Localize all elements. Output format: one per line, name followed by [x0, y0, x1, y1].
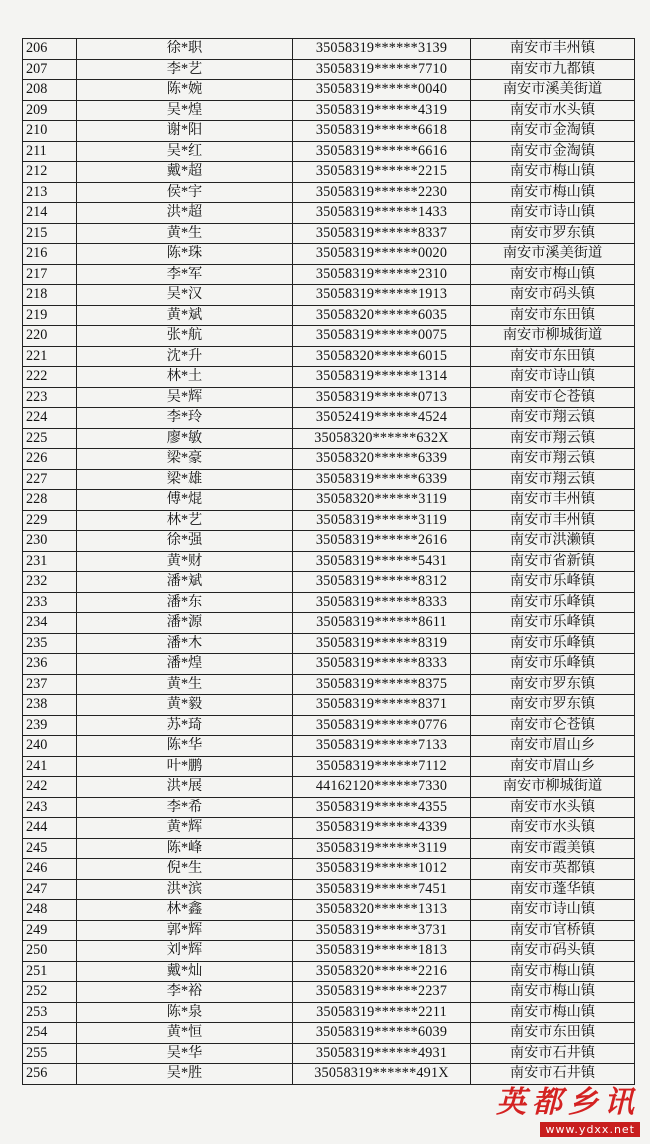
table-row	[23, 408, 635, 429]
row-number-cell: 231	[23, 551, 77, 572]
table-row	[23, 736, 635, 757]
table-row	[23, 244, 635, 265]
name-cell: 黄*生	[77, 674, 293, 695]
row-number-cell: 237	[23, 674, 77, 695]
id-number-cell: 35058319******1813	[293, 941, 471, 962]
id-number-cell: 35058319******8333	[293, 654, 471, 675]
town-cell: 南安市丰州镇	[471, 510, 635, 531]
id-number-cell: 35058319******6339	[293, 469, 471, 490]
name-cell: 陈*婉	[77, 80, 293, 101]
id-number-cell: 35058319******2237	[293, 982, 471, 1003]
table-row	[23, 900, 635, 921]
id-number-cell: 35058319******8371	[293, 695, 471, 716]
town-cell: 南安市梅山镇	[471, 982, 635, 1003]
town-cell: 南安市码头镇	[471, 285, 635, 306]
id-number-cell: 35058320******632X	[293, 428, 471, 449]
town-cell: 南安市石井镇	[471, 1043, 635, 1064]
table-row	[23, 756, 635, 777]
row-number-cell: 225	[23, 428, 77, 449]
row-number-cell: 250	[23, 941, 77, 962]
table-row	[23, 838, 635, 859]
town-cell: 南安市官桥镇	[471, 920, 635, 941]
town-cell: 南安市东田镇	[471, 346, 635, 367]
table-row	[23, 285, 635, 306]
id-number-cell: 35058319******491X	[293, 1064, 471, 1085]
row-number-cell: 219	[23, 305, 77, 326]
id-number-cell: 35058319******1913	[293, 285, 471, 306]
row-number-cell: 228	[23, 490, 77, 511]
id-number-cell: 35058319******2310	[293, 264, 471, 285]
id-number-cell: 35058319******2211	[293, 1002, 471, 1023]
id-number-cell: 35058320******6015	[293, 346, 471, 367]
row-number-cell: 227	[23, 469, 77, 490]
town-cell: 南安市丰州镇	[471, 490, 635, 511]
table-row	[23, 859, 635, 880]
row-number-cell: 240	[23, 736, 77, 757]
town-cell: 南安市乐峰镇	[471, 592, 635, 613]
name-cell: 陈*峰	[77, 838, 293, 859]
name-cell: 林*鑫	[77, 900, 293, 921]
name-cell: 倪*生	[77, 859, 293, 880]
id-number-cell: 35058319******6616	[293, 141, 471, 162]
table-row	[23, 100, 635, 121]
id-number-cell: 35058319******8319	[293, 633, 471, 654]
id-number-cell: 35058319******8611	[293, 613, 471, 634]
table-row	[23, 961, 635, 982]
table-row	[23, 1064, 635, 1085]
id-number-cell: 35058319******7112	[293, 756, 471, 777]
row-number-cell: 217	[23, 264, 77, 285]
row-number-cell: 229	[23, 510, 77, 531]
row-number-cell: 215	[23, 223, 77, 244]
name-cell: 洪*滨	[77, 879, 293, 900]
id-number-cell: 44162120******7330	[293, 777, 471, 798]
row-number-cell: 244	[23, 818, 77, 839]
town-cell: 南安市蓬华镇	[471, 879, 635, 900]
records-table-body	[23, 39, 635, 1085]
name-cell: 沈*升	[77, 346, 293, 367]
town-cell: 南安市梅山镇	[471, 1002, 635, 1023]
row-number-cell: 220	[23, 326, 77, 347]
name-cell: 吴*胜	[77, 1064, 293, 1085]
records-table	[22, 38, 635, 1085]
row-number-cell: 242	[23, 777, 77, 798]
town-cell: 南安市诗山镇	[471, 203, 635, 224]
table-row	[23, 531, 635, 552]
town-cell: 南安市水头镇	[471, 818, 635, 839]
town-cell: 南安市柳城街道	[471, 326, 635, 347]
table-row	[23, 162, 635, 183]
name-cell: 刘*辉	[77, 941, 293, 962]
town-cell: 南安市水头镇	[471, 100, 635, 121]
id-number-cell: 35058319******8337	[293, 223, 471, 244]
town-cell: 南安市梅山镇	[471, 182, 635, 203]
table-row	[23, 982, 635, 1003]
table-row	[23, 777, 635, 798]
row-number-cell: 223	[23, 387, 77, 408]
town-cell: 南安市码头镇	[471, 941, 635, 962]
row-number-cell: 252	[23, 982, 77, 1003]
table-row	[23, 674, 635, 695]
id-number-cell: 35058319******7451	[293, 879, 471, 900]
id-number-cell: 35058319******4339	[293, 818, 471, 839]
table-row	[23, 121, 635, 142]
table-row	[23, 1023, 635, 1044]
name-cell: 李*玲	[77, 408, 293, 429]
town-cell: 南安市水头镇	[471, 797, 635, 818]
table-row	[23, 654, 635, 675]
name-cell: 吴*华	[77, 1043, 293, 1064]
name-cell: 林*艺	[77, 510, 293, 531]
table-row	[23, 879, 635, 900]
row-number-cell: 239	[23, 715, 77, 736]
town-cell: 南安市柳城街道	[471, 777, 635, 798]
row-number-cell: 249	[23, 920, 77, 941]
id-number-cell: 35058320******6339	[293, 449, 471, 470]
town-cell: 南安市乐峰镇	[471, 613, 635, 634]
id-number-cell: 35058319******0713	[293, 387, 471, 408]
row-number-cell: 206	[23, 39, 77, 60]
id-number-cell: 35058319******8312	[293, 572, 471, 593]
table-row	[23, 695, 635, 716]
name-cell: 郭*辉	[77, 920, 293, 941]
row-number-cell: 222	[23, 367, 77, 388]
row-number-cell: 236	[23, 654, 77, 675]
row-number-cell: 253	[23, 1002, 77, 1023]
name-cell: 梁*雄	[77, 469, 293, 490]
town-cell: 南安市东田镇	[471, 305, 635, 326]
town-cell: 南安市梅山镇	[471, 961, 635, 982]
name-cell: 李*军	[77, 264, 293, 285]
id-number-cell: 35058319******5431	[293, 551, 471, 572]
name-cell: 黄*辉	[77, 818, 293, 839]
table-row	[23, 572, 635, 593]
town-cell: 南安市罗东镇	[471, 223, 635, 244]
table-row	[23, 490, 635, 511]
town-cell: 南安市翔云镇	[471, 408, 635, 429]
name-cell: 徐*职	[77, 39, 293, 60]
row-number-cell: 226	[23, 449, 77, 470]
town-cell: 南安市梅山镇	[471, 162, 635, 183]
id-number-cell: 35058319******2215	[293, 162, 471, 183]
name-cell: 陈*华	[77, 736, 293, 757]
town-cell: 南安市仑苍镇	[471, 387, 635, 408]
name-cell: 李*希	[77, 797, 293, 818]
id-number-cell: 35058319******1433	[293, 203, 471, 224]
row-number-cell: 243	[23, 797, 77, 818]
row-number-cell: 216	[23, 244, 77, 265]
id-number-cell: 35058319******7133	[293, 736, 471, 757]
row-number-cell: 245	[23, 838, 77, 859]
row-number-cell: 235	[23, 633, 77, 654]
row-number-cell: 232	[23, 572, 77, 593]
table-row	[23, 613, 635, 634]
table-row	[23, 141, 635, 162]
id-number-cell: 35058319******6618	[293, 121, 471, 142]
town-cell: 南安市翔云镇	[471, 449, 635, 470]
name-cell: 廖*敏	[77, 428, 293, 449]
row-number-cell: 230	[23, 531, 77, 552]
table-row	[23, 920, 635, 941]
row-number-cell: 233	[23, 592, 77, 613]
name-cell: 潘*斌	[77, 572, 293, 593]
name-cell: 李*艺	[77, 59, 293, 80]
id-number-cell: 35058320******1313	[293, 900, 471, 921]
town-cell: 南安市东田镇	[471, 1023, 635, 1044]
town-cell: 南安市省新镇	[471, 551, 635, 572]
id-number-cell: 35058319******3119	[293, 510, 471, 531]
table-row	[23, 469, 635, 490]
id-number-cell: 35058320******2216	[293, 961, 471, 982]
watermark	[490, 1086, 640, 1138]
row-number-cell: 238	[23, 695, 77, 716]
row-number-cell: 254	[23, 1023, 77, 1044]
table-row	[23, 633, 635, 654]
name-cell: 戴*灿	[77, 961, 293, 982]
town-cell: 南安市溪美街道	[471, 80, 635, 101]
table-row	[23, 59, 635, 80]
table-row	[23, 346, 635, 367]
id-number-cell: 35058320******6035	[293, 305, 471, 326]
name-cell: 戴*超	[77, 162, 293, 183]
table-row	[23, 551, 635, 572]
town-cell: 南安市丰州镇	[471, 39, 635, 60]
town-cell: 南安市溪美街道	[471, 244, 635, 265]
id-number-cell: 35058319******4355	[293, 797, 471, 818]
table-row	[23, 264, 635, 285]
id-number-cell: 35058319******7710	[293, 59, 471, 80]
name-cell: 黄*财	[77, 551, 293, 572]
town-cell: 南安市乐峰镇	[471, 654, 635, 675]
name-cell: 陈*泉	[77, 1002, 293, 1023]
name-cell: 吴*辉	[77, 387, 293, 408]
id-number-cell: 35058319******4319	[293, 100, 471, 121]
table-row	[23, 80, 635, 101]
town-cell: 南安市梅山镇	[471, 264, 635, 285]
id-number-cell: 35058319******3731	[293, 920, 471, 941]
name-cell: 黄*恒	[77, 1023, 293, 1044]
id-number-cell: 35058319******8375	[293, 674, 471, 695]
id-number-cell: 35058320******3119	[293, 490, 471, 511]
table-row	[23, 223, 635, 244]
row-number-cell: 256	[23, 1064, 77, 1085]
town-cell: 南安市九都镇	[471, 59, 635, 80]
name-cell: 黄*毅	[77, 695, 293, 716]
id-number-cell: 35058319******2616	[293, 531, 471, 552]
id-number-cell: 35058319******0075	[293, 326, 471, 347]
id-number-cell: 35058319******8333	[293, 592, 471, 613]
name-cell: 陈*珠	[77, 244, 293, 265]
id-number-cell: 35058319******3119	[293, 838, 471, 859]
name-cell: 黄*斌	[77, 305, 293, 326]
table-row	[23, 1043, 635, 1064]
id-number-cell: 35058319******1012	[293, 859, 471, 880]
town-cell: 南安市乐峰镇	[471, 633, 635, 654]
name-cell: 侯*宇	[77, 182, 293, 203]
row-number-cell: 210	[23, 121, 77, 142]
id-number-cell: 35058319******0040	[293, 80, 471, 101]
row-number-cell: 213	[23, 182, 77, 203]
row-number-cell: 224	[23, 408, 77, 429]
table-row	[23, 715, 635, 736]
town-cell: 南安市眉山乡	[471, 756, 635, 777]
town-cell: 南安市眉山乡	[471, 736, 635, 757]
name-cell: 林*土	[77, 367, 293, 388]
name-cell: 潘*木	[77, 633, 293, 654]
table-row	[23, 326, 635, 347]
row-number-cell: 251	[23, 961, 77, 982]
town-cell: 南安市金淘镇	[471, 141, 635, 162]
town-cell: 南安市诗山镇	[471, 367, 635, 388]
table-row	[23, 1002, 635, 1023]
name-cell: 叶*鹏	[77, 756, 293, 777]
town-cell: 南安市英都镇	[471, 859, 635, 880]
id-number-cell: 35058319******0020	[293, 244, 471, 265]
table-row	[23, 449, 635, 470]
name-cell: 徐*强	[77, 531, 293, 552]
row-number-cell: 218	[23, 285, 77, 306]
row-number-cell: 209	[23, 100, 77, 121]
id-number-cell: 35058319******3139	[293, 39, 471, 60]
table-row	[23, 428, 635, 449]
id-number-cell: 35052419******4524	[293, 408, 471, 429]
row-number-cell: 234	[23, 613, 77, 634]
row-number-cell: 214	[23, 203, 77, 224]
town-cell: 南安市诗山镇	[471, 900, 635, 921]
id-number-cell: 35058319******6039	[293, 1023, 471, 1044]
row-number-cell: 248	[23, 900, 77, 921]
town-cell: 南安市乐峰镇	[471, 572, 635, 593]
table-row	[23, 510, 635, 531]
table-row	[23, 592, 635, 613]
table-row	[23, 182, 635, 203]
table-row	[23, 305, 635, 326]
name-cell: 洪*超	[77, 203, 293, 224]
name-cell: 潘*东	[77, 592, 293, 613]
table-row	[23, 941, 635, 962]
row-number-cell: 247	[23, 879, 77, 900]
name-cell: 黄*生	[77, 223, 293, 244]
town-cell: 南安市罗东镇	[471, 674, 635, 695]
name-cell: 苏*琦	[77, 715, 293, 736]
name-cell: 梁*豪	[77, 449, 293, 470]
name-cell: 潘*煌	[77, 654, 293, 675]
town-cell: 南安市仑苍镇	[471, 715, 635, 736]
id-number-cell: 35058319******1314	[293, 367, 471, 388]
row-number-cell: 212	[23, 162, 77, 183]
table-row	[23, 797, 635, 818]
row-number-cell: 255	[23, 1043, 77, 1064]
id-number-cell: 35058319******4931	[293, 1043, 471, 1064]
table-row	[23, 39, 635, 60]
row-number-cell: 241	[23, 756, 77, 777]
row-number-cell: 211	[23, 141, 77, 162]
name-cell: 傅*焜	[77, 490, 293, 511]
name-cell: 洪*展	[77, 777, 293, 798]
town-cell: 南安市罗东镇	[471, 695, 635, 716]
row-number-cell: 246	[23, 859, 77, 880]
town-cell: 南安市金淘镇	[471, 121, 635, 142]
row-number-cell: 207	[23, 59, 77, 80]
town-cell: 南安市翔云镇	[471, 428, 635, 449]
name-cell: 张*航	[77, 326, 293, 347]
table-row	[23, 367, 635, 388]
table-row	[23, 818, 635, 839]
name-cell: 吴*红	[77, 141, 293, 162]
row-number-cell: 208	[23, 80, 77, 101]
watermark-logo: 英都乡讯	[496, 1085, 640, 1120]
id-number-cell: 35058319******0776	[293, 715, 471, 736]
name-cell: 李*裕	[77, 982, 293, 1003]
town-cell: 南安市霞美镇	[471, 838, 635, 859]
table-row	[23, 203, 635, 224]
town-cell: 南安市翔云镇	[471, 469, 635, 490]
row-number-cell: 221	[23, 346, 77, 367]
name-cell: 潘*源	[77, 613, 293, 634]
town-cell: 南安市石井镇	[471, 1064, 635, 1085]
name-cell: 吴*煌	[77, 100, 293, 121]
watermark-url: www.ydxx.net	[540, 1122, 640, 1137]
town-cell: 南安市洪濑镇	[471, 531, 635, 552]
id-number-cell: 35058319******2230	[293, 182, 471, 203]
name-cell: 吴*汉	[77, 285, 293, 306]
name-cell: 谢*阳	[77, 121, 293, 142]
table-row	[23, 387, 635, 408]
